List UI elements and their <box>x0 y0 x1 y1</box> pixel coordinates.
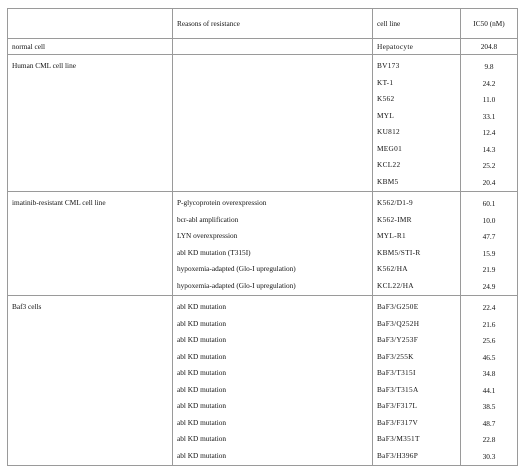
cell-line-cell-value: K562 <box>377 94 395 103</box>
reason-cell-value: abl KD mutation <box>177 417 227 427</box>
header-group <box>8 9 173 39</box>
ic50-cell-value: 10.0 <box>482 215 496 225</box>
reason-cell-value <box>177 55 368 75</box>
header-cell-line: cell line <box>373 9 461 39</box>
header-reason: Reasons of resistance <box>173 9 373 39</box>
reason-cell-value: abl KD mutation <box>177 335 227 344</box>
cell-line-cell-value: K562/D1-9 <box>377 198 413 207</box>
ic50-cell-value: 33.1 <box>482 111 496 121</box>
ic50-cell-value: 14.3 <box>482 144 496 154</box>
cell-line-cell-value: BaF3/H396P <box>377 450 419 460</box>
cell-line-cell-value: K562/HA <box>377 264 408 273</box>
ic50-cell-value: 25.2 <box>482 161 496 170</box>
cell-line-cell-value: BaF3/F317L <box>377 401 418 410</box>
cell-line-cell-value: BaF3/Y253F <box>377 335 419 344</box>
cell-line-cell-value: BV173 <box>377 61 400 70</box>
ic50-cell-value: 48.7 <box>482 418 496 428</box>
header-row <box>8 9 518 39</box>
cell-line-cell <box>373 192 461 296</box>
ic50-cell-value: 204.8 <box>480 42 498 51</box>
table-row <box>8 192 518 296</box>
ic50-cell-value: 20.4 <box>482 177 496 187</box>
cell-line-cell <box>373 296 461 466</box>
group-label <box>8 39 173 55</box>
reason-cell-value <box>177 91 368 108</box>
ic50-cell-value: 21.9 <box>482 265 496 274</box>
cell-line-cell-value: BaF3/M351T <box>377 434 420 443</box>
cell-line-cell-value: KU812 <box>377 127 400 136</box>
cell-line-cell-value: BaF3/255K <box>377 351 414 361</box>
table-row <box>8 55 518 192</box>
cell-line-cell-value: MYL <box>377 110 395 120</box>
ic50-cell-value: 34.8 <box>482 369 496 378</box>
ic50-cell <box>461 296 518 466</box>
ic50-cell-value: 60.1 <box>482 199 496 208</box>
reason-cell <box>173 296 373 466</box>
table-body <box>8 39 518 466</box>
reason-cell <box>173 192 373 296</box>
ic50-cell <box>461 39 518 55</box>
ic50-cell-value: 25.6 <box>482 336 496 345</box>
ic50-cell-value: 21.6 <box>482 319 496 329</box>
reason-cell-value <box>177 174 368 191</box>
ic50-cell-value: 22.8 <box>482 435 496 444</box>
cell-line-cell-value: KT-1 <box>377 77 394 87</box>
reason-cell-value: hypoxemia-adapted (Glo-I upregulation) <box>177 264 296 273</box>
reason-cell-value <box>177 141 368 158</box>
ic50-cell-value: 12.4 <box>482 128 496 137</box>
reason-cell-value: P-glycoprotein overexpression <box>177 198 267 207</box>
reason-cell-value <box>177 157 368 174</box>
reason-cell-value <box>177 108 368 125</box>
ic50-cell <box>461 192 518 296</box>
ic50-cell-value: 9.8 <box>484 62 494 71</box>
group-label <box>8 192 173 296</box>
reason-cell-value: abl KD mutation <box>177 318 227 328</box>
reason-cell-value <box>177 39 368 54</box>
group-label-text: normal cell <box>12 42 46 51</box>
reason-cell-value: abl KD mutation <box>177 302 227 311</box>
reason-cell-value: abl KD mutation <box>177 401 227 410</box>
group-label-text: imatinib-resistant CML cell line <box>12 198 106 207</box>
header-ic50: IC50 (nM) <box>461 9 518 39</box>
reason-cell-value <box>177 124 368 141</box>
ic50-cell-value: 15.9 <box>482 248 496 258</box>
ic50-cell-value: 46.5 <box>482 352 496 362</box>
group-label <box>8 55 173 192</box>
table-row <box>8 296 518 466</box>
cell-line-cell-value: K562-IMR <box>377 214 412 224</box>
cell-line-cell-value: MEG01 <box>377 143 403 153</box>
cell-line-cell <box>373 39 461 55</box>
ic50-cell-value: 11.0 <box>482 95 496 104</box>
reason-cell-value: abl KD mutation <box>177 351 227 361</box>
cell-line-cell-value: KBM5/STI-R <box>377 247 421 257</box>
cell-line-cell-value: BaF3/T315A <box>377 384 419 394</box>
cell-line-cell-value: BaF3/F317V <box>377 417 419 427</box>
reason-cell-value: abl KD mutation <box>177 434 227 443</box>
ic50-cell-value: 22.4 <box>482 303 496 312</box>
cell-line-cell-value: BaF3/Q252H <box>377 318 420 328</box>
ic50-cell-value: 24.9 <box>482 281 496 291</box>
cell-line-cell-value: KBM5 <box>377 176 399 186</box>
cell-line-cell-value: MYL-R1 <box>377 231 406 240</box>
table-row <box>8 39 518 55</box>
ic50-table <box>7 8 518 466</box>
group-label-text: Human CML cell line <box>12 61 76 70</box>
ic50-cell-value: 44.1 <box>482 385 496 395</box>
cell-line-cell-value: BaF3/G250E <box>377 302 419 311</box>
reason-cell-value: bcr-abl amplification <box>177 214 239 224</box>
cell-line-cell <box>373 55 461 192</box>
ic50-cell <box>461 55 518 192</box>
reason-cell <box>173 55 373 192</box>
reason-cell-value <box>177 75 368 92</box>
cell-line-cell-value: KCL22 <box>377 160 401 169</box>
reason-cell <box>173 39 373 55</box>
reason-cell-value: abl KD mutation (T315I) <box>177 247 251 257</box>
ic50-cell-value: 38.5 <box>482 402 496 411</box>
cell-line-cell-value: BaF3/T315I <box>377 368 416 377</box>
ic50-cell-value: 30.3 <box>482 451 496 461</box>
reason-cell-value: LYN overexpression <box>177 231 238 240</box>
group-label <box>8 296 173 466</box>
reason-cell-value: abl KD mutation <box>177 384 227 394</box>
reason-cell-value: abl KD mutation <box>177 450 227 460</box>
cell-line-cell-value: Hepatocyte <box>377 42 414 51</box>
cell-line-cell-value: KCL22/HA <box>377 280 414 290</box>
ic50-cell-value: 24.2 <box>482 78 496 88</box>
group-label-text: Baf3 cells <box>12 302 42 311</box>
reason-cell-value: abl KD mutation <box>177 368 227 377</box>
ic50-cell-value: 47.7 <box>482 232 496 241</box>
reason-cell-value: hypoxemia-adapted (Glo-I upregulation) <box>177 280 296 290</box>
